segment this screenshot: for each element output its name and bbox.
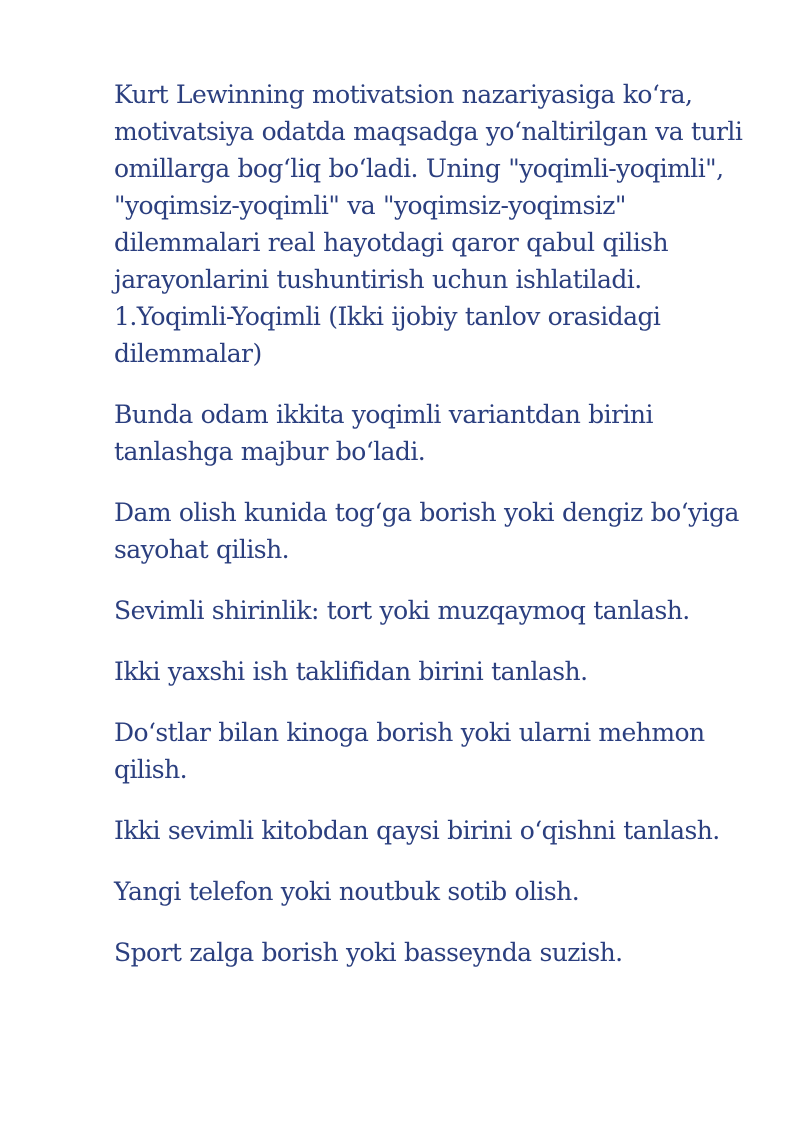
paragraph-example-books: Ikki sevimli kitobdan qaysi birini o‘qishni tanlash. bbox=[114, 816, 720, 845]
paragraph-example-gadget: Yangi telefon yoki noutbuk sotib olish. bbox=[114, 877, 580, 906]
paragraph-explanation: Bunda odam ikkita yoqimli variantdan birini tanlashga majbur bo‘ladi. bbox=[114, 400, 653, 466]
paragraph-example-dessert: Sevimli shirinlik: tort yoki muzqaymoq tanlash. bbox=[114, 596, 690, 625]
paragraph-example-vacation: Dam olish kunida tog‘ga borish yoki dengiz bo‘yiga sayohat qilish. bbox=[114, 498, 739, 564]
paragraph-intro: Kurt Lewinning motivatsion nazariyasiga ko‘ra, motivatsiya odatda maqsadga yo‘naltirilgan va turli omillarga bog‘liq bo‘ladi. Uning "yoqimli-yoqimli", "yoqimsiz-yoqimli" va "yoqimsiz-yoqimsiz" dilemmalari real hayotdagi qaror qabul qilish jarayonlarini tushuntirish uchun ishlatiladi. 1.Yoqimli-Yoqimli (Ikki ijobiy tanlov orasidagi dilemmalar) bbox=[114, 80, 743, 368]
paragraph-example-friends: Do‘stlar bilan kinoga borish yoki ularni mehmon qilish. bbox=[114, 718, 705, 784]
paragraph-example-job-offer: Ikki yaxshi ish taklifidan birini tanlash. bbox=[114, 657, 588, 686]
document-body bbox=[114, 76, 754, 995]
paragraph-example-sport: Sport zalga borish yoki basseynda suzish. bbox=[114, 938, 623, 967]
